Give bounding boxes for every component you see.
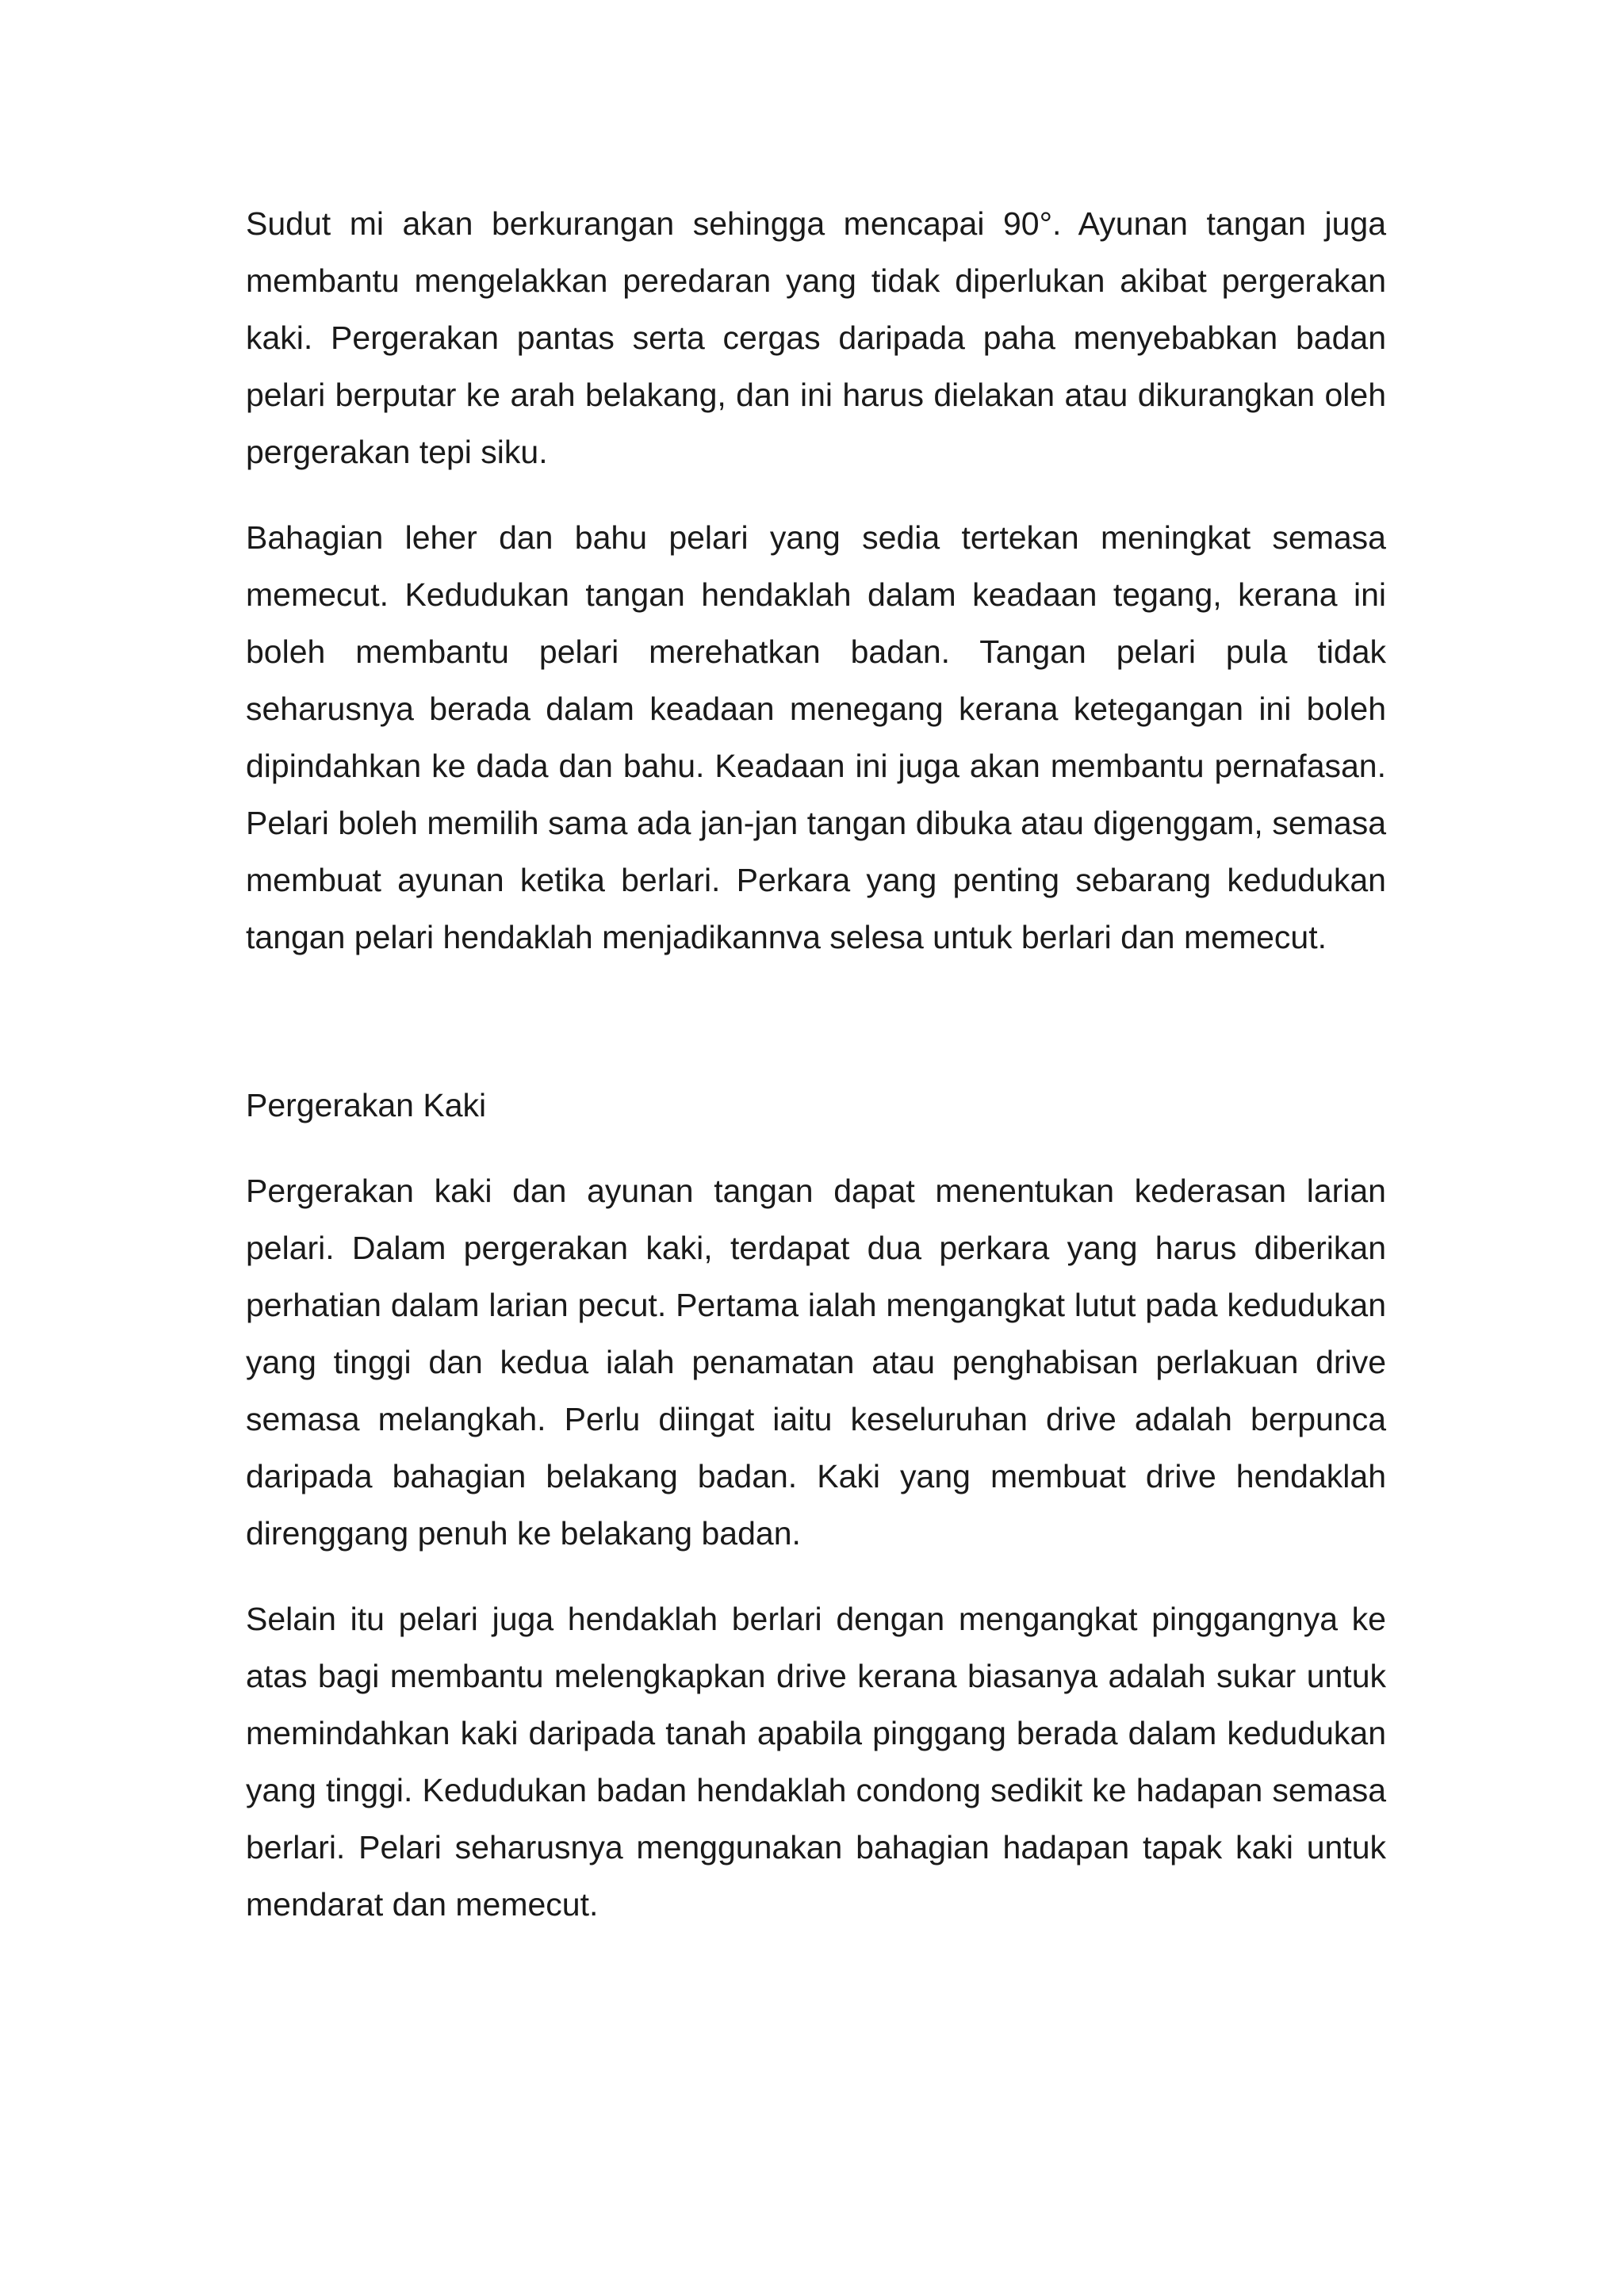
paragraph-spacer — [246, 480, 1386, 509]
paragraph-hip-lift: Selain itu pelari juga hendaklah berlari dengan mengangkat pinggangnya ke atas bagi membantu melengkapkan drive kerana biasanya adalah sukar untuk memindahkan kaki daripada tanah apabila pinggang berada dalam kedudukan yang tinggi. Kedudukan badan hendaklah condong sedikit ke hadapan semasa berlari. Pelari seharusnya menggunakan bahagian hadapan tapak kaki untuk mendarat dan memecut. — [246, 1601, 1386, 1923]
section-heading: Pergerakan Kaki — [246, 1087, 487, 1123]
paragraph-spacer — [246, 1562, 1386, 1590]
section-spacer — [246, 966, 1386, 1077]
document-page — [246, 195, 1386, 1933]
paragraph-neck-shoulder: Bahagian leher dan bahu pelari yang sedia tertekan meningkat semasa memecut. Kedudukan tangan hendaklah dalam keadaan tegang, kerana ini boleh membantu pelari merehatkan badan. Tangan pelari pula tidak seharusnya berada dalam keadaan menegang kerana ketegangan ini boleh dipindahkan ke dada dan bahu. Keadaan ini juga akan membantu pernafasan. Pelari boleh memilih sama ada jan-jan tangan dibuka atau digenggam, semasa membuat ayunan ketika berlari. Perkara yang penting sebarang kedudukan tangan pelari hendaklah menjadikannva selesa untuk berlari dan memecut. — [246, 519, 1386, 955]
paragraph-arm-angle: Sudut mi akan berkurangan sehingga mencapai 90°. Ayunan tangan juga membantu mengelakkan peredaran yang tidak diperlukan akibat pergerakan kaki. Pergerakan pantas serta cergas daripada paha menyebabkan badan pelari berputar ke arah belakang, dan ini harus dielakan atau dikurangkan oleh pergerakan tepi siku. — [246, 205, 1386, 470]
paragraph-leg-movement: Pergerakan kaki dan ayunan tangan dapat menentukan kederasan larian pelari. Dalam pergerakan kaki, terdapat dua perkara yang harus diberikan perhatian dalam larian pecut. Pertama ialah mengangkat lutut pada kedudukan yang tinggi dan kedua ialah penamatan atau penghabisan perlakuan drive semasa melangkah. Perlu diingat iaitu keseluruhan drive adalah berpunca daripada bahagian belakang badan. Kaki yang membuat drive hendaklah direnggang penuh ke belakang badan. — [246, 1173, 1386, 1552]
paragraph-spacer — [246, 1134, 1386, 1162]
